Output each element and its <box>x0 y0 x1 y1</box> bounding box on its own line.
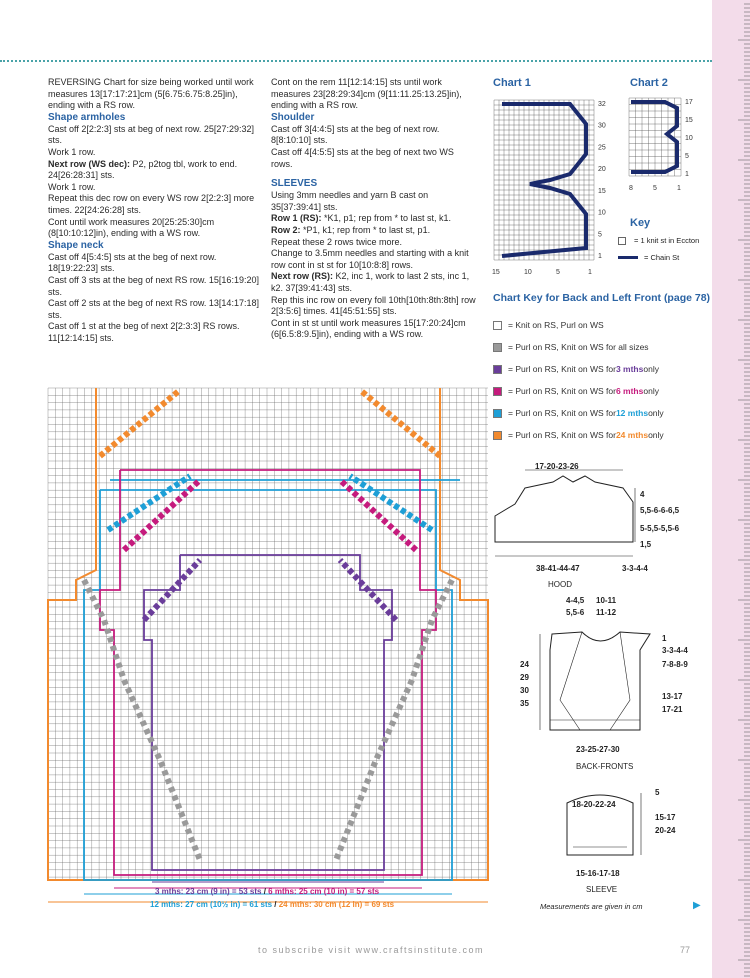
back-r2: 3-3-4-4 <box>662 646 688 655</box>
page-number: 77 <box>680 945 691 955</box>
top-dotted-divider <box>0 60 712 62</box>
sleeve-step-3: Change to 3.5mm needles and starting with a knit row cont in st st for 10[10:8:8] rows. <box>271 248 469 270</box>
chart1-grid <box>490 96 620 281</box>
chart-key-swatch <box>493 343 502 352</box>
sleeve-bottom: 15-16-17-18 <box>576 869 620 878</box>
back-front-knitting-chart <box>40 380 495 920</box>
chart1-row-label: 25 <box>598 144 606 152</box>
intro-text: REVERSING Chart for size being worked until work measures 13[17:17:21]cm (5[6.75:6.75:8.25]in), ending with a RS row. <box>48 77 254 111</box>
neck-step-4: Cast off 1 st at the beg of next 2[2:3:3] RS rows. 11[12:14:15] sts. <box>48 321 240 343</box>
chart2-title: Chart 2 <box>630 77 668 89</box>
neck-step-3: Cast off 2 sts at the beg of next RS row. 13[14:17:18] sts. <box>48 298 259 320</box>
chart2-col-label: 1 <box>677 185 681 192</box>
footer-subscribe: to subscribe visit www.craftsinstitute.com <box>258 945 485 955</box>
sleeve-row-2: Row 2: *P1, k1; rep from * to last st, p1. <box>271 224 431 235</box>
key-title: Key <box>630 217 651 229</box>
hood-bottom-measure: 38-41-44-47 <box>536 564 580 573</box>
sleeve-step-5: Cont in st st until work measures 15[17:20:24]cm (6[6.5:8:9.5]in), ending with a WS row. <box>271 317 466 340</box>
chart1-col-label: 5 <box>556 269 560 276</box>
chart-key-item: = Purl on RS, Knit on WS for all sizes <box>493 342 649 352</box>
sleeve-row-1: Row 1 (RS): *K1, p1; rep from * to last st, k1. <box>271 213 452 224</box>
armhole-step-4: Work 1 row. <box>48 181 96 192</box>
back-t2: 10-11 <box>596 596 617 605</box>
back-l1: 24 <box>520 660 529 669</box>
measuring-ruler <box>712 0 750 978</box>
key-row-knit: = 1 knit st in Eccton <box>618 236 699 245</box>
sleeve-r1: 5 <box>655 788 660 797</box>
chart1-row-label: 10 <box>598 209 606 217</box>
back-r3: 7-8-8-9 <box>662 660 688 669</box>
heading-shoulder: Shoulder <box>271 111 315 123</box>
back-r4: 13-17 <box>662 692 683 701</box>
chart2-grid <box>627 96 707 196</box>
sleeve-step-1: Using 3mm needles and yarn B cast on 35[37:39:41] sts. <box>271 190 429 212</box>
chart-key-title: Chart Key for Back and Left Front (page 78) <box>493 292 711 304</box>
back-fronts-schematic <box>530 620 670 745</box>
neck-step-2: Cast off 3 sts at the beg of next RS row. 15[16:19:20] sts. <box>48 274 259 297</box>
chart2-col-label: 5 <box>653 185 657 192</box>
sleeve-next-row: Next row (RS): K2, inc 1, work to last 2 sts, inc 1, k2. 37[39:41:43] sts. <box>271 271 470 293</box>
neck-step-1: Cast off 4[5:4:5] sts at the beg of next row. 18[19:22:23] sts. <box>48 251 217 274</box>
heading-shape-neck: Shape neck <box>48 239 104 251</box>
hood-top-measure: 17-20-23-26 <box>535 462 579 471</box>
hood-m3: 5-5,5-5,5-6 <box>640 524 680 533</box>
hood-schematic <box>485 460 715 595</box>
next-page-arrow-icon: ▶ <box>693 900 701 911</box>
chart-key-swatch <box>493 365 502 374</box>
chart1-row-label: 32 <box>598 101 606 108</box>
chart-key-swatch <box>493 321 502 330</box>
key-row-chain: = Chain St <box>618 253 679 262</box>
chart1-col-label: 10 <box>524 269 532 276</box>
hood-m4: 1,5 <box>640 540 652 549</box>
chart1-col-label: 15 <box>492 269 500 276</box>
shoulder-step-2: Cast off 4[4:5:5] sts at the beg of next two WS rows. <box>271 146 454 169</box>
back-l2: 29 <box>520 673 529 682</box>
armhole-step-1: Cast off 2[2:2:3] sts at beg of next row. 25[27:29:32] sts. <box>48 123 254 146</box>
sleeve-r3: 20-24 <box>655 826 676 835</box>
hood-m1: 4 <box>640 490 645 499</box>
chart-key-item: = Purl on RS, Knit on WS for 12 mths only <box>493 408 664 418</box>
hood-side-measure: 3-3-4-4 <box>622 564 648 573</box>
heading-sleeves: SLEEVES <box>271 178 318 190</box>
shoulder-step-1: Cast off 3[4:4:5] sts at the beg of next row. 8[8:10:10] sts. <box>271 123 440 146</box>
armhole-step-3: Next row (WS dec): P2, p2tog tbl, work to end. 24[26:28:31] sts. <box>48 158 238 181</box>
back-label: BACK-FRONTS <box>576 762 634 771</box>
chart-caption-line-1: 3 mths: 23 cm (9 in) = 53 sts / 6 mths: 25 cm (10 in) = 57 sts <box>155 887 380 896</box>
chart2-row-label: 10 <box>685 135 693 142</box>
back-bottom: 23-25-27-30 <box>576 745 620 754</box>
sleeve-top: 18-20-22-24 <box>572 800 616 809</box>
measurements-note: Measurements are given in cm <box>540 902 643 911</box>
chart2-row-label: 15 <box>685 117 693 124</box>
armhole-step-6: Cont until work measures 20[25:25:30]cm (8[10:10:12]in), ending with a WS row. <box>48 216 215 239</box>
back-l3: 30 <box>520 686 529 695</box>
back-t1: 4-4,5 <box>566 596 585 605</box>
chart-key-item: = Purl on RS, Knit on WS for 3 mths only <box>493 364 659 374</box>
chart1-row-label: 30 <box>598 122 606 130</box>
sleeve-r2: 15-17 <box>655 813 676 822</box>
chart1-row-label: 5 <box>598 231 602 239</box>
sleeve-label: SLEEVE <box>586 885 618 894</box>
sleeve-step-2: Repeat these 2 rows twice more. <box>271 236 403 247</box>
chart1-col-label: 1 <box>588 269 592 276</box>
armhole-step-2: Work 1 row. <box>48 146 96 157</box>
back-r1: 1 <box>662 634 667 643</box>
chart-key-item: = Purl on RS, Knit on WS for 24 mths only <box>493 430 664 440</box>
hood-m2: 5,5-6-6-6,5 <box>640 506 680 515</box>
chart-key-item: = Purl on RS, Knit on WS for 6 mths only <box>493 386 659 396</box>
chart2-col-label: 8 <box>629 185 633 192</box>
back-t3: 5,5-6 <box>566 608 585 617</box>
sleeve-step-4: Rep this inc row on every foll 10th[10th:8th:8th] row 2[3:5:6] times. 41[45:51:55] sts. <box>271 294 476 317</box>
instructions-column-2 <box>271 77 476 341</box>
back-l4: 35 <box>520 699 529 708</box>
chart1-row-label: 15 <box>598 187 606 195</box>
chart-key-item: = Knit on RS, Purl on WS <box>493 320 604 330</box>
hood-label: HOOD <box>548 580 572 589</box>
chart1-row-label: 20 <box>598 166 606 174</box>
chart-caption-line-2: 12 mths: 27 cm (10½ in) = 61 sts / 24 mths: 30 cm (12 in) = 69 sts <box>150 900 395 909</box>
instructions-column-1 <box>48 77 263 344</box>
chart2-row-label: 5 <box>685 153 689 160</box>
back-t4: 11-12 <box>596 608 617 617</box>
chart1-title: Chart 1 <box>493 77 531 89</box>
continue-text: Cont on the rem 11[12:14:15] sts until work measures 23[28:29:34]cm (9[11:11.25:13.25]in), ending with a RS row. <box>271 77 462 111</box>
heading-shape-armholes: Shape armholes <box>48 111 126 123</box>
chart2-row-label: 1 <box>685 171 689 178</box>
chart1-row-label: 1 <box>598 253 602 260</box>
armhole-step-5: Repeat this dec row on every WS row 2[2:2:3] more times. 22[24:26:28] sts. <box>48 193 255 215</box>
chart2-row-label: 17 <box>685 99 693 106</box>
back-r5: 17-21 <box>662 705 683 714</box>
